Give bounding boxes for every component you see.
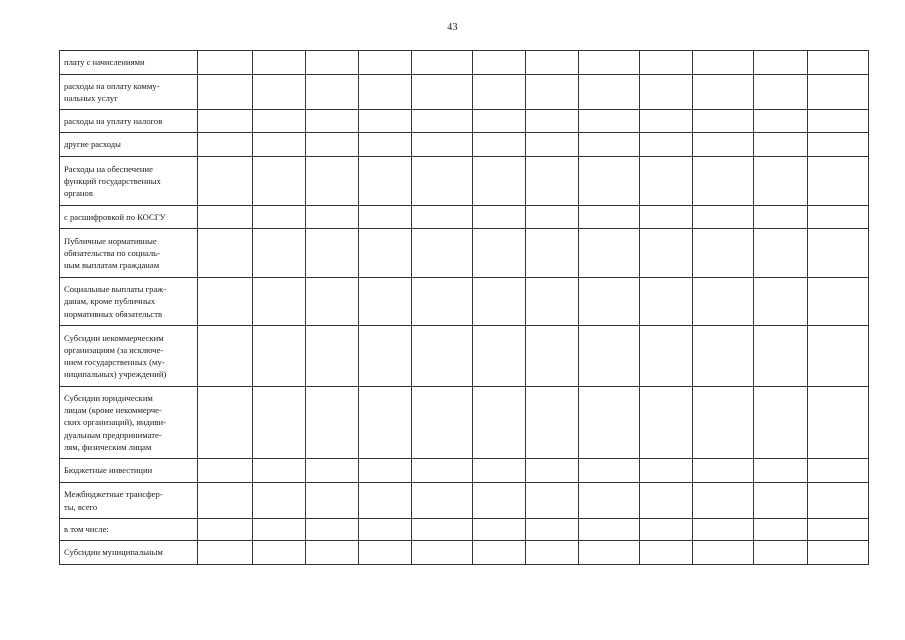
data-cell <box>198 519 253 541</box>
table-row <box>60 75 869 110</box>
data-cell <box>359 519 412 541</box>
data-cell <box>693 541 754 565</box>
data-cell <box>754 110 808 133</box>
data-cell <box>579 326 640 387</box>
data-cell <box>754 519 808 541</box>
data-cell <box>198 157 253 206</box>
row-label-cell <box>60 519 198 541</box>
budget-table <box>59 50 869 565</box>
data-cell <box>306 326 359 387</box>
data-cell <box>754 206 808 229</box>
data-cell <box>473 206 526 229</box>
table-row <box>60 459 869 483</box>
table-row <box>60 157 869 206</box>
data-cell <box>808 157 869 206</box>
data-cell <box>412 51 473 75</box>
data-cell <box>693 110 754 133</box>
data-cell <box>253 133 306 157</box>
table-row <box>60 278 869 326</box>
data-cell <box>198 206 253 229</box>
data-cell <box>693 278 754 326</box>
data-cell <box>754 326 808 387</box>
data-cell <box>253 51 306 75</box>
data-cell <box>306 75 359 110</box>
data-cell <box>808 326 869 387</box>
data-cell <box>579 519 640 541</box>
data-cell <box>640 278 693 326</box>
row-label: другие расходы <box>64 139 121 150</box>
data-cell <box>808 75 869 110</box>
data-cell <box>808 229 869 278</box>
data-cell <box>808 110 869 133</box>
data-cell <box>526 51 579 75</box>
data-cell <box>526 541 579 565</box>
data-cell <box>808 541 869 565</box>
data-cell <box>473 75 526 110</box>
row-label: с расшифровкой по КОСГУ <box>64 211 166 222</box>
data-cell <box>473 133 526 157</box>
row-label-cell <box>60 326 198 387</box>
data-cell <box>754 483 808 519</box>
data-cell <box>754 157 808 206</box>
data-cell <box>253 326 306 387</box>
table-row <box>60 206 869 229</box>
data-cell <box>473 229 526 278</box>
data-cell <box>579 229 640 278</box>
row-label: плату с начислениями <box>64 57 145 68</box>
data-cell <box>412 157 473 206</box>
row-label: Межбюджетные трансфер- ты, всего <box>64 489 163 512</box>
data-cell <box>640 326 693 387</box>
data-cell <box>412 110 473 133</box>
data-cell <box>526 278 579 326</box>
data-cell <box>693 51 754 75</box>
data-cell <box>253 519 306 541</box>
row-label-cell <box>60 157 198 206</box>
data-cell <box>359 483 412 519</box>
data-cell <box>579 51 640 75</box>
data-cell <box>359 206 412 229</box>
data-cell <box>754 541 808 565</box>
data-cell <box>306 459 359 483</box>
data-cell <box>359 157 412 206</box>
data-cell <box>579 459 640 483</box>
data-cell <box>359 229 412 278</box>
row-label-cell <box>60 206 198 229</box>
row-label-cell <box>60 229 198 278</box>
data-cell <box>693 133 754 157</box>
data-cell <box>579 483 640 519</box>
data-cell <box>306 229 359 278</box>
data-cell <box>306 110 359 133</box>
data-cell <box>359 278 412 326</box>
data-cell <box>473 51 526 75</box>
data-cell <box>526 110 579 133</box>
row-label: расходы на оплату комму- нальных услуг <box>64 80 160 103</box>
data-cell <box>640 157 693 206</box>
row-label: Субсидии юридическим лицам (кроме некоммерче- ских организаций), индиви- дуальным предпринимате- лям, физическим лицам <box>64 392 167 452</box>
data-cell <box>473 541 526 565</box>
data-cell <box>253 278 306 326</box>
row-label: расходы на уплату налогов <box>64 115 163 126</box>
table-body <box>60 51 869 565</box>
data-cell <box>473 326 526 387</box>
data-cell <box>412 206 473 229</box>
data-cell <box>359 75 412 110</box>
data-cell <box>808 206 869 229</box>
data-cell <box>198 229 253 278</box>
table-row <box>60 51 869 75</box>
data-cell <box>526 519 579 541</box>
row-label: Социальные выплаты граж- данам, кроме публичных нормативных обязательств <box>64 284 167 319</box>
data-cell <box>253 459 306 483</box>
data-cell <box>306 133 359 157</box>
data-cell <box>198 110 253 133</box>
data-cell <box>754 75 808 110</box>
data-cell <box>693 229 754 278</box>
data-cell <box>808 519 869 541</box>
data-cell <box>754 229 808 278</box>
data-cell <box>640 229 693 278</box>
data-cell <box>198 75 253 110</box>
data-cell <box>693 519 754 541</box>
data-cell <box>253 110 306 133</box>
data-cell <box>473 519 526 541</box>
data-cell <box>473 278 526 326</box>
data-cell <box>412 387 473 459</box>
data-cell <box>640 387 693 459</box>
data-cell <box>253 541 306 565</box>
data-cell <box>754 51 808 75</box>
data-cell <box>198 483 253 519</box>
table-row <box>60 229 869 278</box>
data-cell <box>526 206 579 229</box>
table-row <box>60 326 869 387</box>
data-cell <box>693 75 754 110</box>
data-cell <box>640 519 693 541</box>
data-cell <box>640 206 693 229</box>
data-cell <box>579 206 640 229</box>
data-cell <box>754 459 808 483</box>
data-cell <box>526 157 579 206</box>
data-cell <box>693 459 754 483</box>
row-label-cell <box>60 541 198 565</box>
data-cell <box>579 278 640 326</box>
data-cell <box>198 326 253 387</box>
data-cell <box>473 459 526 483</box>
data-cell <box>640 133 693 157</box>
table-row <box>60 110 869 133</box>
data-cell <box>253 157 306 206</box>
data-cell <box>808 387 869 459</box>
row-label-cell <box>60 133 198 157</box>
data-cell <box>693 326 754 387</box>
data-cell <box>198 541 253 565</box>
data-cell <box>754 387 808 459</box>
data-cell <box>808 133 869 157</box>
data-cell <box>359 110 412 133</box>
row-label: Субсидии муниципальным <box>64 547 163 558</box>
data-cell <box>198 278 253 326</box>
row-label-cell <box>60 387 198 459</box>
data-cell <box>359 459 412 483</box>
data-cell <box>640 459 693 483</box>
data-cell <box>306 278 359 326</box>
data-cell <box>579 541 640 565</box>
table-row <box>60 387 869 459</box>
data-cell <box>579 157 640 206</box>
data-cell <box>579 75 640 110</box>
data-cell <box>808 459 869 483</box>
data-cell <box>473 157 526 206</box>
data-cell <box>412 459 473 483</box>
data-cell <box>640 75 693 110</box>
data-cell <box>808 51 869 75</box>
data-cell <box>526 75 579 110</box>
data-cell <box>579 133 640 157</box>
data-cell <box>693 206 754 229</box>
page-number: 43 <box>447 22 458 33</box>
data-cell <box>412 133 473 157</box>
data-cell <box>526 229 579 278</box>
row-label-cell <box>60 51 198 75</box>
data-cell <box>359 133 412 157</box>
table-row <box>60 519 869 541</box>
data-cell <box>198 459 253 483</box>
data-cell <box>693 157 754 206</box>
data-cell <box>526 459 579 483</box>
data-cell <box>412 541 473 565</box>
data-cell <box>306 387 359 459</box>
data-cell <box>526 387 579 459</box>
row-label-cell <box>60 459 198 483</box>
data-cell <box>198 387 253 459</box>
data-cell <box>253 75 306 110</box>
data-cell <box>412 326 473 387</box>
row-label: Бюджетные инвестиции <box>64 465 153 476</box>
data-cell <box>253 483 306 519</box>
data-cell <box>693 387 754 459</box>
row-label: Публичные нормативные обязательства по социаль- ным выплатам гражданам <box>64 235 160 271</box>
data-cell <box>693 483 754 519</box>
data-cell <box>754 278 808 326</box>
data-cell <box>306 519 359 541</box>
data-cell <box>473 483 526 519</box>
data-cell <box>640 51 693 75</box>
data-cell <box>412 519 473 541</box>
data-cell <box>306 483 359 519</box>
data-cell <box>198 133 253 157</box>
data-cell <box>306 157 359 206</box>
data-cell <box>253 387 306 459</box>
data-cell <box>754 133 808 157</box>
data-cell <box>526 326 579 387</box>
table-row <box>60 541 869 565</box>
data-cell <box>359 51 412 75</box>
row-label-cell <box>60 110 198 133</box>
data-cell <box>359 326 412 387</box>
data-cell <box>412 278 473 326</box>
row-label-cell <box>60 75 198 110</box>
data-cell <box>359 387 412 459</box>
data-cell <box>253 229 306 278</box>
data-cell <box>473 110 526 133</box>
row-label: в том числе: <box>64 524 109 535</box>
data-cell <box>473 387 526 459</box>
row-label: Расходы на обеспечение функций государственных органов <box>64 163 161 199</box>
table-row <box>60 133 869 157</box>
row-label-cell <box>60 278 198 326</box>
data-cell <box>526 133 579 157</box>
data-cell <box>579 387 640 459</box>
data-cell <box>306 206 359 229</box>
data-cell <box>640 541 693 565</box>
data-cell <box>306 51 359 75</box>
data-cell <box>306 541 359 565</box>
row-label-cell <box>60 483 198 519</box>
data-cell <box>253 206 306 229</box>
data-cell <box>808 483 869 519</box>
data-cell <box>640 110 693 133</box>
data-cell <box>526 483 579 519</box>
data-cell <box>412 483 473 519</box>
data-cell <box>412 75 473 110</box>
row-label: Субсидии некоммерческим организациям (за исключе- нием государственных (му- ниципальных) учреждений) <box>64 332 167 380</box>
data-cell <box>640 483 693 519</box>
table-row <box>60 483 869 519</box>
data-cell <box>198 51 253 75</box>
data-cell <box>359 541 412 565</box>
data-cell <box>579 110 640 133</box>
data-cell <box>412 229 473 278</box>
data-cell <box>808 278 869 326</box>
